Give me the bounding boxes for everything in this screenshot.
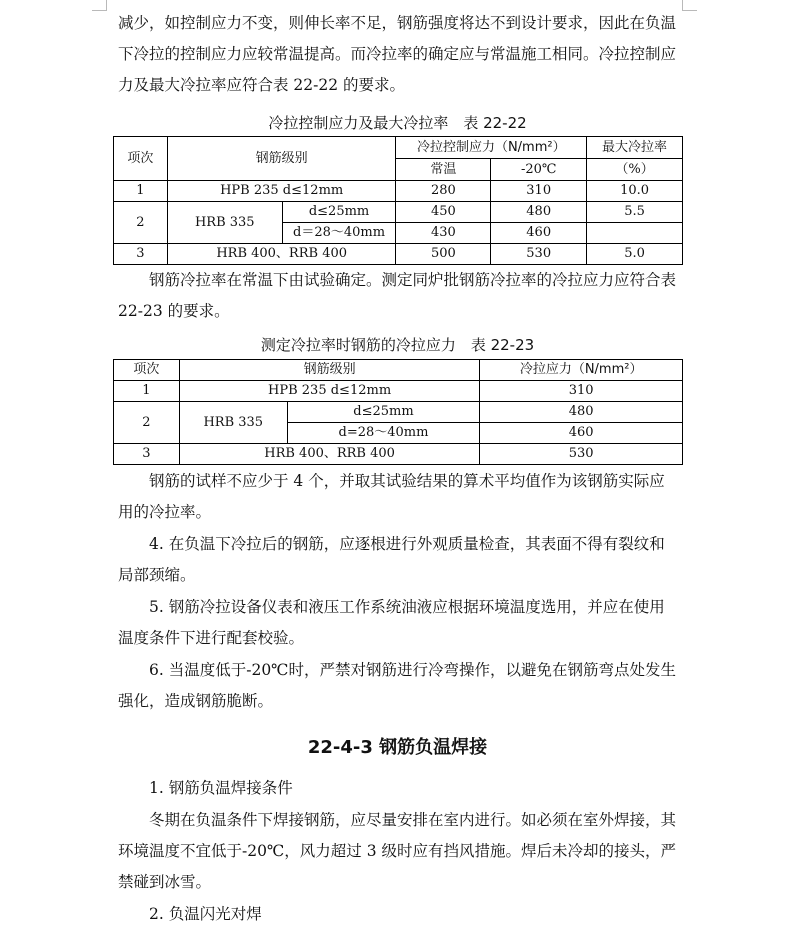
- table-22-23: [113, 359, 683, 465]
- paragraph: 钢筋的试样不应少于 4 个，并取其试验结果的算术平均值作为该钢筋实际应用的冷拉率。: [118, 472, 665, 521]
- cell-sub: d=28～40mm: [287, 423, 480, 444]
- cell-stress: 530: [480, 444, 683, 465]
- cell-stress: 480: [480, 402, 683, 423]
- page-corner-mark: [682, 0, 697, 11]
- cell-grade: HRB 400、RRB 400: [167, 244, 396, 265]
- cell-stress: 460: [480, 423, 683, 444]
- paragraph: 减少，如控制应力不变，则伸长率不足，钢筋强度将达不到设计要求，因此在负温下冷拉的控制应力应较常温提高。而冷拉率的确定应与常温施工相同。冷拉控制应力及最大冷拉率应符合表 22-22 的要求。: [118, 14, 677, 94]
- cell-rate: [587, 223, 683, 244]
- cell-sub: d≤25mm: [287, 402, 480, 423]
- table-caption: 冷拉控制应力及最大冷拉率 表 22-22: [268, 114, 527, 132]
- table-row: [114, 381, 683, 402]
- header-stress: 冷拉应力（N/mm²）: [480, 360, 683, 381]
- header-rate-unit: （%）: [587, 159, 683, 181]
- cell-rate: 10.0: [587, 181, 683, 202]
- cell-normal: 500: [396, 244, 491, 265]
- paragraph: 1. 钢筋负温焊接条件: [149, 779, 293, 797]
- table-row: [114, 202, 683, 223]
- cell-stress: 310: [480, 381, 683, 402]
- paragraph: 钢筋冷拉率在常温下由试验确定。测定同炉批钢筋冷拉率的冷拉应力应符合表 22-23 的要求。: [118, 271, 677, 320]
- cell-cold: 480: [491, 202, 587, 223]
- section-heading: 22-4-3 钢筋负温焊接: [307, 737, 488, 758]
- paragraph: 4. 在负温下冷拉后的钢筋，应逐根进行外观质量检查，其表面不得有裂纹和局部颈缩。: [118, 535, 665, 584]
- cell-sub: d＝28～40mm: [282, 223, 396, 244]
- table-22-22: [113, 136, 683, 265]
- cell-cold: 530: [491, 244, 587, 265]
- cell-normal: 430: [396, 223, 491, 244]
- cell-item: 1: [114, 181, 168, 202]
- cell-item: 1: [114, 381, 180, 402]
- cell-grade: HPB 235 d≤12mm: [179, 381, 479, 402]
- header-item: 项次: [114, 137, 168, 181]
- cell-rate: 5.0: [587, 244, 683, 265]
- table-row: [114, 402, 683, 423]
- table-row: [114, 244, 683, 265]
- table-caption: 测定冷拉率时钢筋的冷拉应力 表 22-23: [260, 336, 535, 354]
- cell-rate: 5.5: [587, 202, 683, 223]
- header-normal: 常温: [396, 159, 491, 181]
- cell-cold: 310: [491, 181, 587, 202]
- cell-cold: 460: [491, 223, 587, 244]
- paragraph: 冬期在负温条件下焊接钢筋，应尽量安排在室内进行。如必须在室外焊接，其环境温度不宜低于-20℃，风力超过 3 级时应有挡风措施。焊后未冷却的接头，严禁碰到冰雪。: [118, 811, 677, 891]
- cell-grade: HPB 235 d≤12mm: [167, 181, 396, 202]
- cell-sub: d≤25mm: [282, 202, 396, 223]
- table-row: [114, 181, 683, 202]
- header-stress: 冷拉控制应力（N/mm²）: [396, 137, 587, 159]
- cell-item: 3: [114, 244, 168, 265]
- paragraph: 6. 当温度低于-20℃时，严禁对钢筋进行冷弯操作，以避免在钢筋弯点处发生强化，造成钢筋脆断。: [118, 661, 677, 710]
- paragraph: 5. 钢筋冷拉设备仪表和液压工作系统油液应根据环境温度选用，并应在使用温度条件下进行配套校验。: [118, 598, 665, 647]
- cell-grade: HRB 335: [167, 202, 282, 244]
- header-minus20: -20℃: [491, 159, 587, 181]
- page-corner-mark: [92, 0, 107, 11]
- cell-item: 2: [114, 202, 168, 244]
- cell-normal: 280: [396, 181, 491, 202]
- paragraph: 2. 负温闪光对焊: [149, 905, 262, 923]
- header-grade: 钢筋级别: [179, 360, 479, 381]
- header-item: 项次: [114, 360, 180, 381]
- cell-grade: HRB 335: [179, 402, 287, 444]
- table-row: [114, 444, 683, 465]
- header-grade: 钢筋级别: [167, 137, 396, 181]
- cell-item: 2: [114, 402, 180, 444]
- cell-normal: 450: [396, 202, 491, 223]
- cell-item: 3: [114, 444, 180, 465]
- header-rate: 最大冷拉率: [587, 137, 683, 159]
- cell-grade: HRB 400、RRB 400: [179, 444, 479, 465]
